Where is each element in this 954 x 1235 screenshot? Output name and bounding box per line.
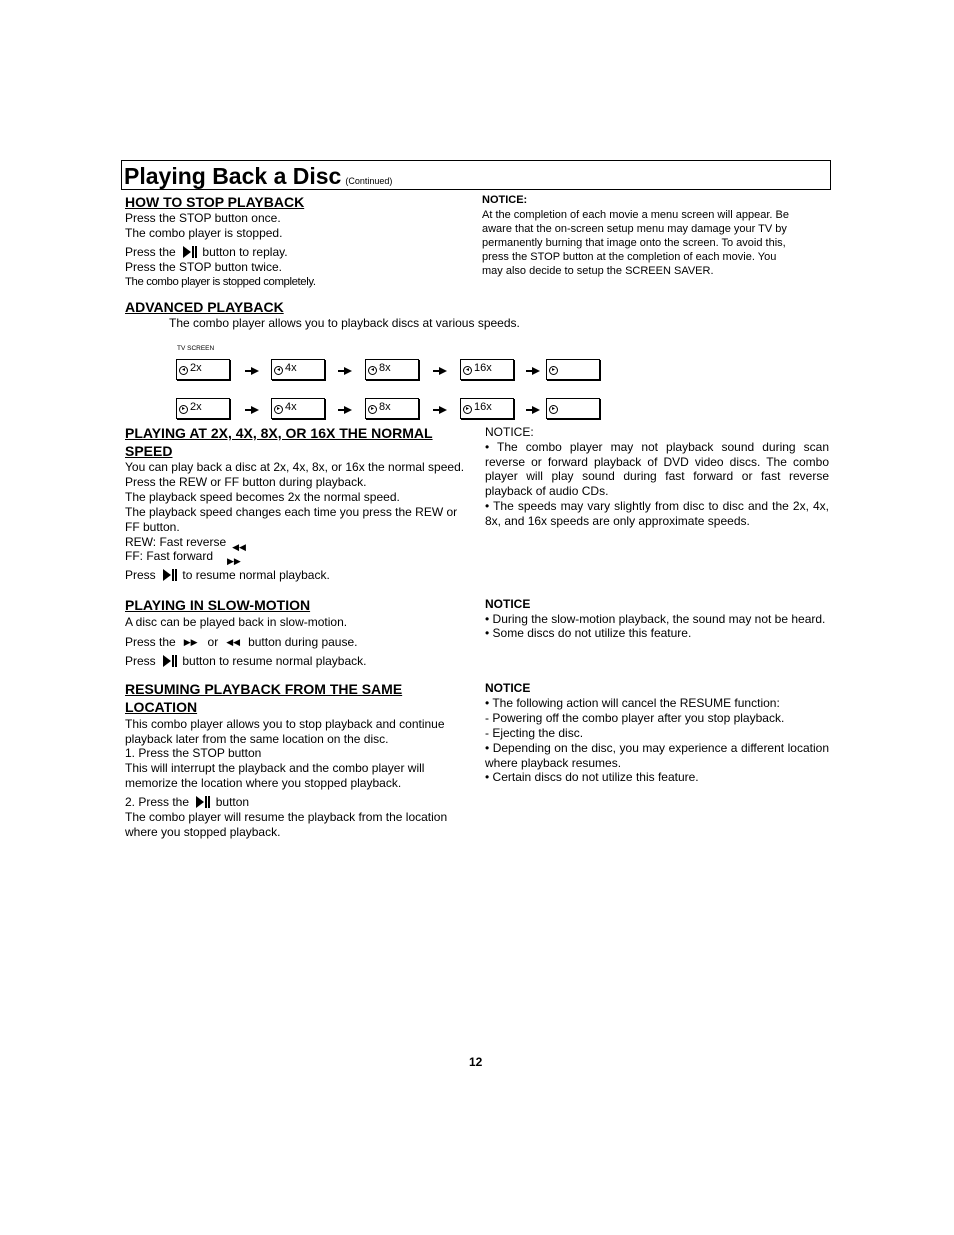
tv-box-ff: ▸ 8x [365, 398, 419, 419]
resume-line: This will interrupt the playback and the combo player will [125, 761, 425, 775]
advanced-intro: The combo player allows you to playback discs at various speeds. [169, 316, 520, 330]
resume-line: playback later from the same location on the disc. [125, 732, 389, 746]
play-pause-icon [195, 796, 209, 808]
fast-forward-icon: ▸ [179, 405, 188, 414]
resume-step-2: 2. Press the button [125, 795, 250, 809]
notice-4-line: • Certain discs do not utilize this feature. [485, 770, 699, 784]
advanced-heading: ADVANCED PLAYBACK [125, 299, 284, 315]
notice-1-line: permanently burning that image onto the screen. To avoid this, [482, 237, 786, 249]
resume-line: This combo player allows you to stop playback and continue [125, 717, 445, 731]
notice-1-line: may also decide to setup the SCREEN SAVER. [482, 265, 714, 277]
notice-3-label: NOTICE [485, 597, 531, 611]
stop-line-4: Press the STOP button twice. [125, 260, 282, 274]
play-pause-icon [162, 569, 176, 581]
resume-line: 1. Press the STOP button [125, 746, 262, 760]
speed-line: The playback speed becomes 2x the normal speed. [125, 490, 400, 504]
tv-box-play [546, 398, 600, 419]
notice-1-line: press the STOP button at the completion of each movie. You [482, 251, 777, 263]
speed-line: FF button. [125, 520, 180, 534]
speed-heading: SPEED [125, 443, 173, 459]
rewind-icon: ◀◀ [226, 637, 241, 647]
stop-line-3: Press the button to replay. [125, 245, 288, 259]
speed-line: The playback speed changes each time you press the REW or [125, 505, 458, 519]
speed-press-line: Press to resume normal playback. [125, 568, 330, 582]
notice-3-line: • During the slow-motion playback, the sound may not be heard. [485, 612, 826, 626]
tv-box-ff: ▸ 2x [176, 398, 230, 419]
speed-line: Press the REW or FF button during playback. [125, 475, 367, 489]
fast-forward-icon: ▸ [274, 405, 283, 414]
tv-screen-label: TV SCREEN [177, 345, 215, 352]
notice-4-para: • Depending on the disc, you may experience a different location where playback resumes. [485, 741, 829, 770]
notice-4-line: - Powering off the combo player after you stop playback. [485, 711, 785, 725]
speed-line: You can play back a disc at 2x, 4x, 8x, or 16x the normal speed. [125, 460, 465, 474]
speed-heading: PLAYING AT 2X, 4X, 8X, OR 16X THE NORMAL [125, 425, 433, 441]
rewind-icon: ◂ [368, 366, 377, 375]
fast-forward-icon: ▸ [463, 405, 472, 414]
arrow-icon [338, 367, 352, 375]
play-pause-icon [162, 655, 176, 667]
slow-line-3: Press button to resume normal playback. [125, 654, 367, 668]
notice-1-line: At the completion of each movie a menu screen will appear. Be [482, 209, 789, 221]
rew-line: REW: Fast reverse ◀◀ [125, 535, 246, 555]
title-continued-note: (Continued) [345, 176, 393, 186]
arrow-icon [433, 406, 447, 414]
tv-box-play [546, 359, 600, 380]
notice-4-line: • The following action will cancel the RESUME function: [485, 696, 780, 710]
notice-2-label: NOTICE: [485, 425, 534, 439]
fast-forward-icon: ▶▶ [183, 637, 198, 647]
rewind-icon: ◀◀ [232, 542, 246, 552]
notice-3-line: • Some discs do not utilize this feature. [485, 626, 692, 640]
tv-box-ff: ▸ 16x [460, 398, 514, 419]
ff-line: FF: Fast forward ▶▶ [125, 549, 241, 569]
notice-4-line: - Ejecting the disc. [485, 726, 584, 740]
notice-2-para-1: • The combo player may not playback sound during scan reverse or forward playback of DVD video discs. The combo player will play sound during fast forward or fast reverse playback of audio CDs. [485, 440, 829, 498]
rewind-icon: ◂ [179, 366, 188, 375]
play-pause-icon [182, 246, 196, 258]
stop-heading: HOW TO STOP PLAYBACK [125, 194, 305, 210]
resume-heading: RESUMING PLAYBACK FROM THE SAME [125, 681, 403, 697]
title-box [121, 160, 831, 190]
tv-box-rew: ◂ 4x [271, 359, 325, 380]
arrow-icon [338, 406, 352, 414]
page-title: Playing Back a Disc (Continued) [124, 163, 393, 189]
fast-forward-icon: ▸ [368, 405, 377, 414]
resume-line: where you stopped playback. [125, 825, 281, 839]
stop-line-1: Press the STOP button once. [125, 211, 281, 225]
slow-line-1: A disc can be played back in slow-motion. [125, 615, 348, 629]
fast-forward-icon: ▶▶ [227, 556, 241, 566]
tv-box-rew: ◂ 8x [365, 359, 419, 380]
notice-2-para-2: • The speeds may vary slightly from disc to disc and the 2x, 4x, 8x, and 16x speeds are only approximate speeds. [485, 499, 829, 528]
page-number: 12 [469, 1055, 483, 1069]
resume-line: The combo player will resume the playback from the location [125, 810, 448, 824]
play-icon: ▸ [549, 405, 558, 414]
slow-heading: PLAYING IN SLOW-MOTION [125, 597, 311, 613]
arrow-icon [433, 367, 447, 375]
arrow-icon [526, 406, 540, 414]
resume-line: memorize the location where you stopped playback. [125, 776, 402, 790]
play-icon: ▸ [549, 366, 558, 375]
stop-line-2: The combo player is stopped. [125, 226, 283, 240]
slow-line-2: Press the ▶▶ or ◀◀ button during pause. [125, 635, 358, 649]
notice-1-label: NOTICE: [482, 194, 528, 206]
stop-line-5: The combo player is stopped completely. [125, 276, 316, 288]
arrow-icon [526, 367, 540, 375]
notice-4-label: NOTICE [485, 681, 531, 695]
tv-box-rew: ◂ 2x [176, 359, 230, 380]
notice-1-line: aware that the on-screen setup menu may damage your TV by [482, 223, 787, 235]
arrow-icon [245, 406, 259, 414]
rewind-icon: ◂ [274, 366, 283, 375]
tv-box-ff: ▸ 4x [271, 398, 325, 419]
rewind-icon: ◂ [463, 366, 472, 375]
resume-heading: LOCATION [125, 699, 198, 715]
arrow-icon [245, 367, 259, 375]
tv-box-rew: ◂ 16x [460, 359, 514, 380]
